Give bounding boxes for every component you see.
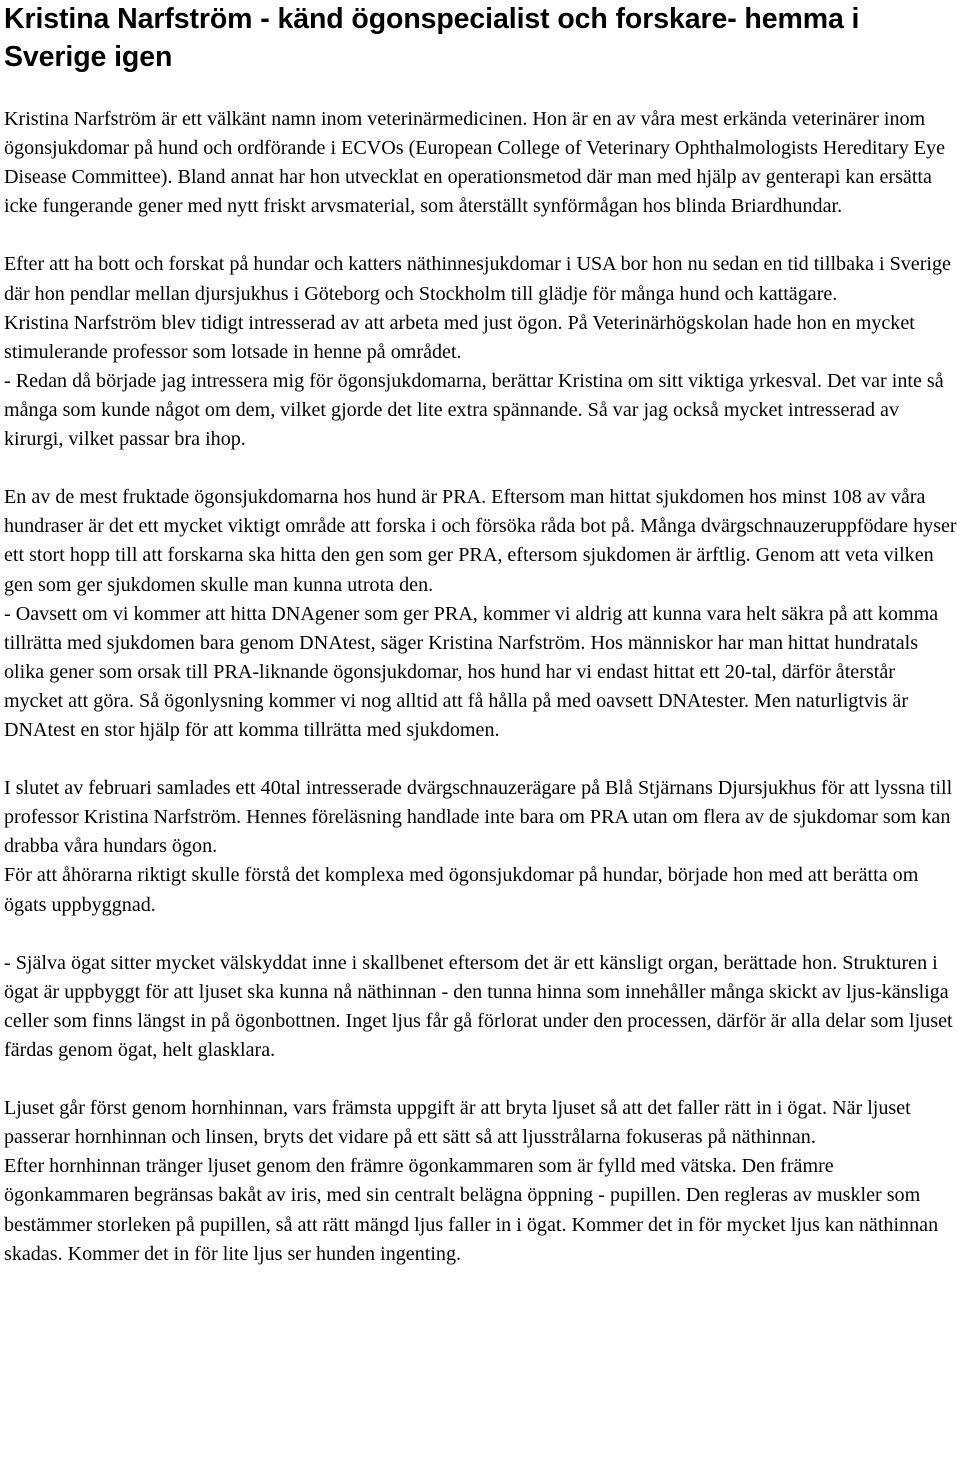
paragraph-quote-eye: - Själva ögat sitter mycket välskyddat inne i skallbenet eftersom det är ett känsligt organ, berättade hon. Strukturen i ögat är uppbyggt för att ljuset ska kunna nå näthinnan - den tunna hinna som innehåller många skickt av ljus-känsliga celler som finns längst in på ögonbottnen. Inget ljus får gå förlorat under den processen, därför är alla delar som ljuset färdas genom ögat, helt glasklara. <box>4 951 953 1061</box>
paragraph-pra: En av de mest fruktade ögonsjukdomarna hos hund är PRA. Eftersom man hittat sjukdomen hos minst 108 av våra hundraser är det ett mycket viktigt område att forska i och försöka råda bot på. Många dvärgschnauzeruppfödare hyser ett stort hopp till att forskarna ska hitta den gen som ger PRA, eftersom sjukdomen är ärftlig. Genom att veta vilken gen som ger sjukdomen skulle man kunna utrota den. <box>4 486 957 596</box>
paragraph-anatomy-intro: För att åhörarna riktigt skulle förstå det komplexa med ögonsjukdomar på hundar, började hon med att berätta om ögats uppbyggnad. <box>4 864 919 916</box>
paragraph-chamber: Efter hornhinnan tränger ljuset genom den främre ögonkammaren som är fylld med vätska. Den främre ögonkammaren begränsas bakåt av iris, med sin centralt belägna öppning - pupillen. Den regleras av muskler som bestämmer storleken på pupillen, så att rätt mängd ljus faller in i ögat. Kommer det in för mycket ljus kan näthinnan skadas. Kommer det in för lite ljus ser hunden ingenting. <box>4 1155 939 1265</box>
paragraph-spacer <box>4 221 958 250</box>
paragraph-spacer <box>4 745 958 774</box>
article-title: Kristina Narfström - känd ögonspecialist och forskare- hemma i Sverige igen <box>4 3 860 73</box>
paragraph-cornea: Ljuset går först genom hornhinnan, vars främsta uppgift är att bryta ljuset så att det faller rätt in i ögat. När ljuset passerar hornhinnan och linsen, bryts det vidare på ett sätt så att ljusstrålarna fokuseras på näthinnan. <box>4 1097 911 1149</box>
paragraph-spacer <box>4 454 958 483</box>
paragraph-quote-dna: - Oavsett om vi kommer att hitta DNAgener som ger PRA, kommer vi aldrig att kunna vara helt säkra på att komma tillrätta med sjukdomen bara genom DNAtest, säger Kristina Narfström. Hos människor har man hittat hundratals olika gener som orsak till PRA-liknande ögonsjukdomar, hos hund har vi endast hittat ett 20-tal, därför återstår mycket att göra. Så ögonlysning kommer vi nog alltid att få hålla på med oavsett DNAtester. Men naturligtvis är DNAtest en stor hjälp för att komma tillrätta med sjukdomen. <box>4 602 939 741</box>
paragraph-interest: Kristina Narfström blev tidigt intresserad av att arbeta med just ögon. På Veterinärhögskolan hade hon en mycket stimulerande professor som lotsade in henne på området. <box>4 311 915 363</box>
paragraph-lecture: I slutet av februari samlades ett 40tal intresserade dvärgschnauzerägare på Blå Stjärnans Djursjukhus för att lyssna till professor Kristina Narfström. Hennes föreläsning handlade inte bara om PRA utan om flera av de sjukdomar som kan drabba våra hundars ögon. <box>4 777 953 858</box>
document-page <box>4 0 958 1269</box>
paragraph-spacer <box>4 1065 958 1094</box>
paragraph-intro: Kristina Narfström är ett välkänt namn inom veterinärmedicinen. Hon är en av våra mest erkända veterinärer inom ögonsjukdomar på hund och ordförande i ECVOs (European College of Veterinary Ophthalmologists Hereditary Eye Disease Committee). Bland annat har hon utvecklat en operationsmetod där man med hjälp av genterapi kan ersätta icke fungerande gener med nytt friskt arvsmaterial, som återställt synförmågan hos blinda Briardhundar. <box>4 108 946 218</box>
article-body <box>4 105 958 1269</box>
paragraph-spacer <box>4 920 958 949</box>
paragraph-quote-career: - Redan då började jag intressera mig för ögonsjukdomarna, berättar Kristina om sitt viktiga yrkesval. Det var inte så många som kunde något om dem, vilket gjorde det lite extra spännande. Så var jag också mycket intresserad av kirurgi, vilket passar bra ihop. <box>4 369 944 451</box>
paragraph-usa: Efter att ha bott och forskat på hundar och katters näthinnesjukdomar i USA bor hon nu sedan en tid tillbaka i Sverige där hon pendlar mellan djursjukhus i Göteborg och Stockholm till glädje för många hund och kattägare. <box>4 253 951 305</box>
